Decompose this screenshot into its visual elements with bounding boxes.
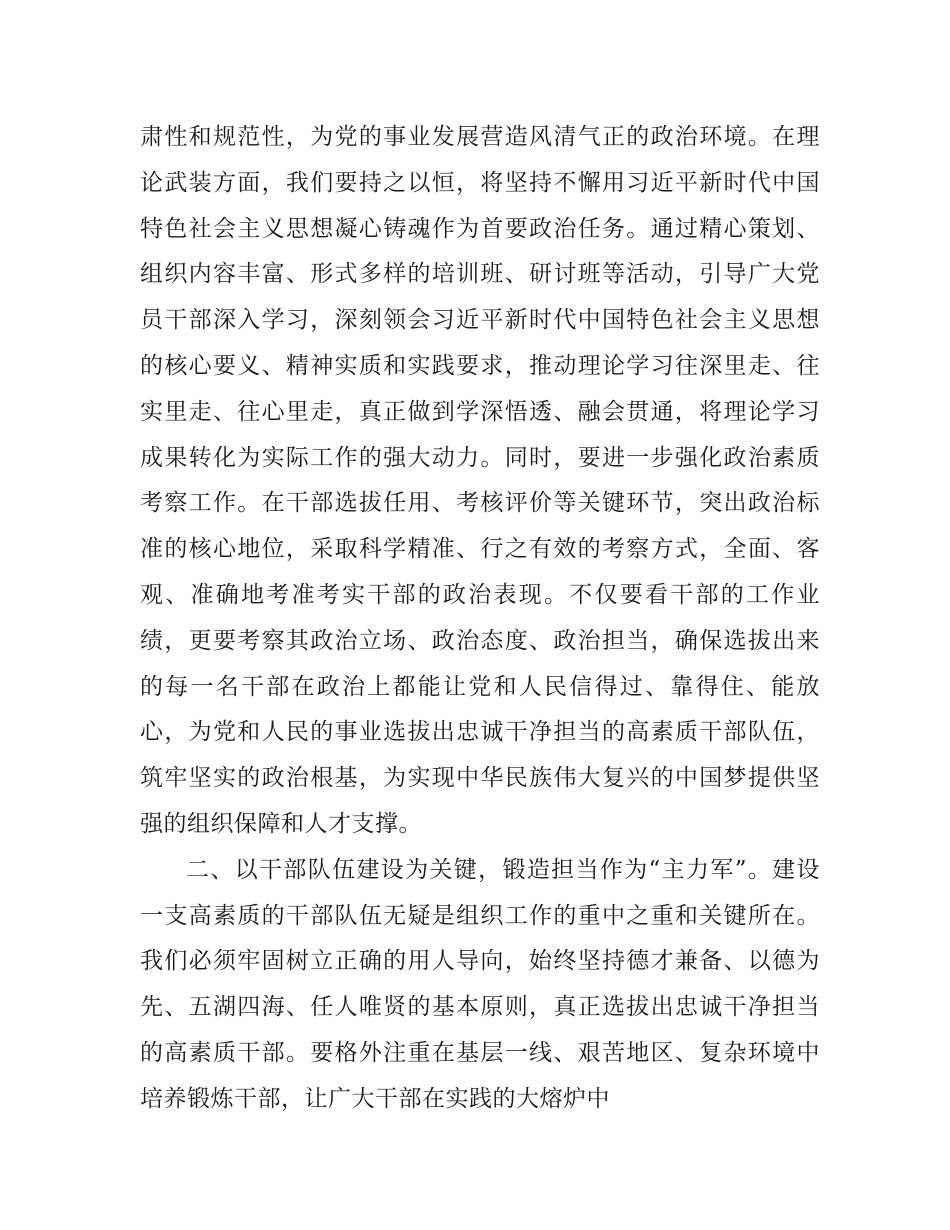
paragraph-section-two: 二、以干部队伍建设为关键，锻造担当作为“主力军”。建设一支高素质的干部队伍无疑是组织工作的重中之重和关键所在。我们必须牢固树立正确的用人导向，始终坚持德才兼备、以德为先、五湖四海、任人唯贤的基本原则，真正选拔出忠诚干净担当的高素质干部。要格外注重在基层一线、艰苦地区、复杂环境中培养锻炼干部，让广大干部在实践的大熔炉中 [140,856,820,1112]
paragraph-continuation: 肃性和规范性，为党的事业发展营造风清气正的政治环境。在理论武装方面，我们要持之以恒，将坚持不懈用习近平新时代中国特色社会主义思想凝心铸魂作为首要政治任务。通过精心策划、组织内容丰富、形式多样的培训班、研讨班等活动，引导广大党员干部深入学习，深刻领会习近平新时代中国特色社会主义思想的核心要义、精神实质和实践要求，推动理论学习往深里走、往实里走、往心里走，真正做到学深悟透、融会贯通，将理论学习成果转化为实际工作的强大动力。同时，要进一步强化政治素质考察工作。在干部选拔任用、考核评价等关键环节，突出政治标准的核心地位，采取科学精准、行之有效的考察方式，全面、客观、准确地考准考实干部的政治表现。不仅要看干部的工作业绩，更要考察其政治立场、政治态度、政治担当，确保选拔出来的每一名干部在政治上都能让党和人民信得过、靠得住、能放心，为党和人民的事业选拔出忠诚干净担当的高素质干部队伍，筑牢坚实的政治根基，为实现中华民族伟大复兴的中国梦提供坚强的组织保障和人才支撑。 [140,124,820,837]
document-body [140,115,820,1123]
